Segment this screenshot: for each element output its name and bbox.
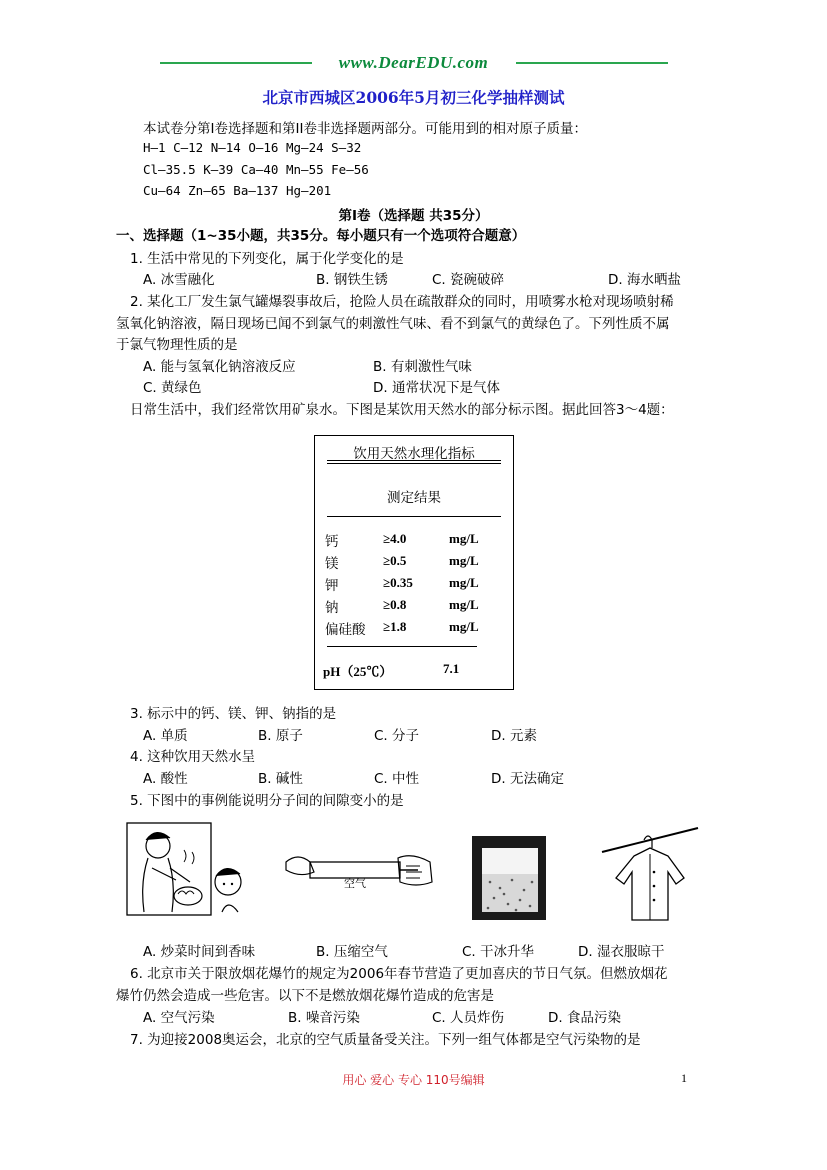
label-row-name: 钾 — [325, 578, 339, 594]
q5-stem: 5. 下图中的事例能说明分子间的间隙变小的是 — [130, 793, 404, 809]
q7-stem: 7. 为迎接2008奥运会，北京的空气质量备受关注。下列一组气体都是空气污染物的是 — [130, 1032, 641, 1048]
q5-option-b: B. 压缩空气 — [316, 944, 388, 960]
q1-option-b: B. 钢铁生锈 — [316, 272, 388, 288]
label-row-unit: mg/L — [449, 531, 479, 546]
q6-option-c: C. 人员炸伤 — [432, 1010, 505, 1026]
label-row-value: ≥0.5 — [383, 553, 407, 568]
cooking-figure — [126, 822, 244, 922]
label-title-rule-1 — [327, 460, 501, 461]
q6-stem-line2: 爆竹仍然会造成一些危害。以下不是燃放烟花爆竹造成的危害是 — [116, 988, 494, 1004]
q6-option-b: B. 噪音污染 — [288, 1010, 360, 1026]
q3-stem: 3. 标示中的钙、镁、钾、钠指的是 — [130, 706, 337, 722]
label-row-unit: mg/L — [449, 619, 479, 634]
q4-option-b: B. 碱性 — [258, 771, 303, 787]
q1-option-a: A. 冰雪融化 — [143, 272, 215, 288]
label-row-name: 偏硅酸 — [325, 622, 366, 638]
label-ph-label: pH（25℃） — [323, 664, 393, 679]
q6-option-d: D. 食品污染 — [548, 1010, 621, 1026]
label-row-unit: mg/L — [449, 597, 479, 612]
q4-option-a: A. 酸性 — [143, 771, 188, 787]
q2-option-d: D. 通常状况下是气体 — [373, 380, 500, 396]
label-row-name: 钙 — [325, 534, 339, 550]
header-url[interactable]: www.DearEDU.com — [338, 53, 489, 72]
q1-option-d: D. 海水晒盐 — [608, 272, 681, 288]
section-title: 第Ⅰ卷（选择题 共35分） — [338, 208, 489, 224]
q5-option-d: D. 湿衣服晾干 — [578, 944, 665, 960]
q3-option-a: A. 单质 — [143, 728, 188, 744]
intro-line2: H—1 C—12 N—14 O—16 Mg—24 S—32 — [143, 140, 362, 155]
intro-line3: Cl—35.5 K—39 Ca—40 Mn—55 Fe—56 — [143, 162, 369, 177]
q3-option-b: B. 原子 — [258, 728, 303, 744]
label-row-value: ≥0.8 — [383, 597, 407, 612]
q2-option-c: C. 黄绿色 — [143, 380, 202, 396]
q5-option-a: A. 炒菜时间到香味 — [143, 944, 256, 960]
q2-stem-line3: 于氯气物理性质的是 — [116, 337, 238, 353]
syringe-air-label: 空气 — [344, 877, 366, 890]
wet-clothes-figure — [598, 822, 704, 928]
q1-option-c: C. 瓷碗破碎 — [432, 272, 505, 288]
part-one-heading: 一、选择题（1~35小题，共35分。每小题只有一个选项符合题意） — [116, 228, 526, 244]
label-row-unit: mg/L — [449, 553, 479, 568]
q2-stem-line2: 氢氧化钠溶液，隔日现场已闻不到氯气的刺激性气味、看不到氯气的黄绿色了。下列性质不属 — [116, 316, 670, 332]
label-subtitle: 测定结果 — [387, 490, 441, 506]
context-text: 日常生活中，我们经常饮用矿泉水。下图是某饮用天然水的部分标示图。据此回答3～4题： — [130, 402, 674, 418]
label-subtitle-rule — [327, 516, 501, 517]
dry-ice-figure — [466, 834, 552, 922]
q2-option-a: A. 能与氢氧化钠溶液反应 — [143, 359, 296, 375]
label-title: 饮用天然水理化指标 — [353, 446, 475, 462]
label-row-value: ≥1.8 — [383, 619, 407, 634]
q4-option-c: C. 中性 — [374, 771, 420, 787]
label-ph-value: 7.1 — [443, 661, 460, 676]
q6-stem-line1: 6. 北京市关于限放烟花爆竹的规定为2006年春节营造了更加喜庆的节日气氛。但燃放烟花 — [130, 966, 668, 982]
intro-line1: 本试卷分第I卷选择题和第II卷非选择题两部分。可能用到的相对原子质量： — [143, 121, 587, 137]
q5-option-c: C. 干冰升华 — [462, 944, 535, 960]
q2-option-b: B. 有刺激性气味 — [373, 359, 472, 375]
label-row-unit: mg/L — [449, 575, 479, 590]
q3-option-d: D. 元素 — [491, 728, 537, 744]
intro-line4: Cu—64 Zn—65 Ba—137 Hg—201 — [143, 183, 332, 198]
q4-stem: 4. 这种饮用天然水呈 — [130, 749, 256, 765]
label-row-value: ≥4.0 — [383, 531, 407, 546]
page-title: 北京市西城区2006年5月初三化学抽样测试 — [262, 88, 565, 107]
q1-stem: 1. 生活中常见的下列变化，属于化学变化的是 — [130, 251, 404, 267]
label-row-value: ≥0.35 — [383, 575, 413, 590]
page-number: 1 — [681, 1071, 687, 1085]
q6-option-a: A. 空气污染 — [143, 1010, 215, 1026]
label-row-name: 钠 — [325, 600, 339, 616]
water-label-box — [314, 435, 514, 690]
q2-stem-line1: 2. 某化工厂发生氯气罐爆裂事故后，抢险人员在疏散群众的同时，用喷雾水枪对现场喷射稀 — [130, 294, 674, 310]
label-row-name: 镁 — [325, 556, 339, 572]
label-ph-rule — [327, 646, 477, 647]
q4-option-d: D. 无法确定 — [491, 771, 564, 787]
label-title-rule-2 — [327, 463, 501, 464]
footer-text: 用心 爱心 专心 110号编辑 — [342, 1073, 485, 1087]
q3-option-c: C. 分子 — [374, 728, 420, 744]
